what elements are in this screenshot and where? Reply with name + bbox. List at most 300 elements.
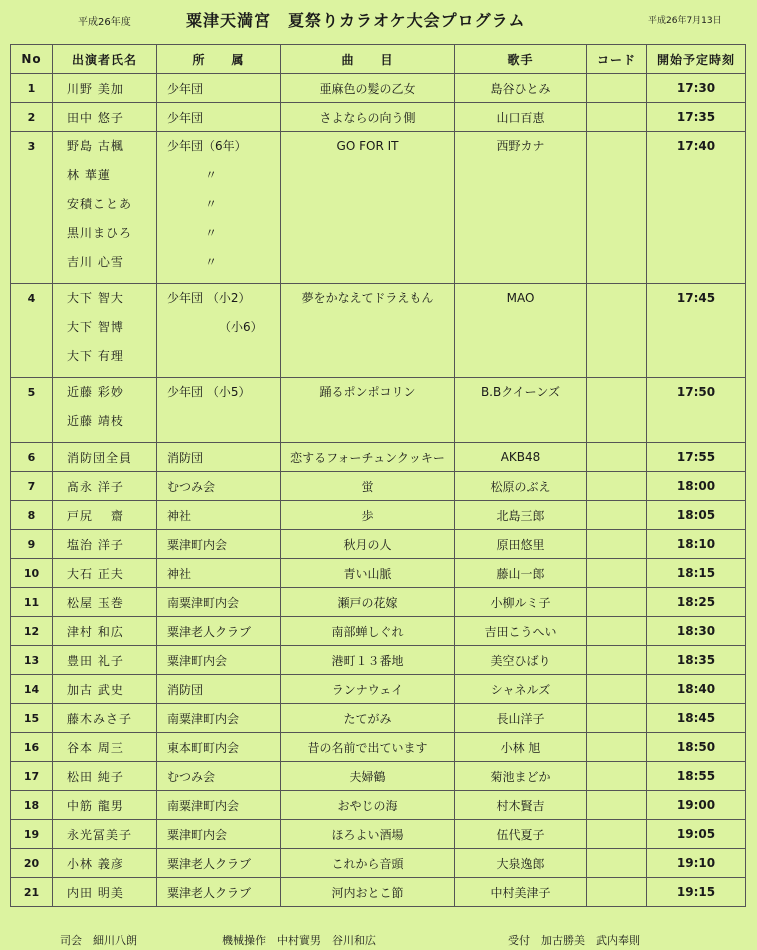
row-number: 13 bbox=[23, 653, 40, 667]
original-singer: 島谷ひとみ bbox=[490, 81, 551, 96]
cell-song bbox=[281, 501, 455, 530]
original-singer: シャネルズ bbox=[490, 682, 551, 697]
cell-start-time bbox=[647, 646, 746, 675]
song-title: 夢をかなえてドラえもん bbox=[301, 291, 434, 305]
cell-code bbox=[587, 820, 647, 849]
performer-name: 野島 古楓 bbox=[67, 139, 124, 153]
cell-song bbox=[281, 849, 455, 878]
song-title: さよならの向う側 bbox=[319, 110, 416, 125]
cell-code bbox=[587, 646, 647, 675]
cell-start-time bbox=[647, 791, 746, 820]
start-time: 18:45 bbox=[676, 711, 716, 725]
cell-performer-name bbox=[53, 849, 157, 878]
original-singer: 藤山一郎 bbox=[496, 566, 545, 581]
cell-singer bbox=[455, 820, 587, 849]
cell-start-time bbox=[647, 103, 746, 132]
song-code bbox=[587, 384, 646, 413]
cell-affiliation bbox=[157, 820, 281, 849]
cell-performer-name bbox=[53, 675, 157, 704]
start-time: 18:55 bbox=[676, 769, 716, 783]
row-number: 5 bbox=[27, 386, 36, 399]
cell-start-time bbox=[647, 284, 746, 378]
cell-no bbox=[11, 443, 53, 472]
affiliation-text: 粟津町内会 bbox=[167, 827, 228, 842]
cell-performer-name bbox=[53, 704, 157, 733]
page-header bbox=[0, 0, 757, 40]
performer-name: 大石 正夫 bbox=[67, 566, 124, 581]
affiliation-text: 〃 bbox=[205, 255, 218, 269]
cell-no bbox=[11, 878, 53, 907]
cell-code bbox=[587, 733, 647, 762]
row-number: 10 bbox=[23, 566, 40, 580]
cell-no bbox=[11, 559, 53, 588]
start-time: 18:05 bbox=[676, 508, 716, 522]
cell-performer-name bbox=[53, 588, 157, 617]
cell-affiliation bbox=[157, 733, 281, 762]
song-title: 歩 bbox=[361, 508, 374, 523]
performer-name: 林 華蓮 bbox=[67, 168, 111, 182]
cell-performer-name bbox=[53, 472, 157, 501]
cell-no bbox=[11, 791, 53, 820]
cell-singer bbox=[455, 443, 587, 472]
table-row bbox=[11, 132, 746, 284]
row-number: 12 bbox=[23, 624, 40, 638]
affiliation-text: 粟津町内会 bbox=[167, 653, 228, 668]
cell-singer bbox=[455, 791, 587, 820]
cell-song bbox=[281, 820, 455, 849]
original-singer: 美空ひばり bbox=[490, 653, 551, 668]
cell-song bbox=[281, 588, 455, 617]
cell-no bbox=[11, 617, 53, 646]
cell-no bbox=[11, 704, 53, 733]
column-header-start-time: 開始予定時刻 bbox=[647, 45, 746, 74]
cell-start-time bbox=[647, 472, 746, 501]
cell-affiliation bbox=[157, 530, 281, 559]
song-title: 蛍 bbox=[361, 479, 374, 494]
cell-no bbox=[11, 762, 53, 791]
start-time: 19:15 bbox=[676, 885, 716, 899]
row-number: 19 bbox=[23, 827, 40, 841]
start-time: 17:55 bbox=[676, 450, 716, 464]
start-time: 19:00 bbox=[676, 798, 716, 812]
cell-performer-name bbox=[53, 530, 157, 559]
table-row bbox=[11, 617, 746, 646]
cell-start-time bbox=[647, 559, 746, 588]
cell-code bbox=[587, 74, 647, 103]
affiliation-text: むつみ会 bbox=[167, 769, 216, 784]
cell-no bbox=[11, 74, 53, 103]
cell-no bbox=[11, 284, 53, 378]
cell-singer bbox=[455, 733, 587, 762]
cell-no bbox=[11, 675, 53, 704]
table-row bbox=[11, 646, 746, 675]
table-row bbox=[11, 704, 746, 733]
cell-affiliation bbox=[157, 284, 281, 378]
cell-no bbox=[11, 530, 53, 559]
cell-singer bbox=[455, 284, 587, 378]
cell-start-time bbox=[647, 733, 746, 762]
cell-affiliation bbox=[157, 378, 281, 443]
cell-affiliation bbox=[157, 132, 281, 284]
page-title: 粟津天満宮 夏祭りカラオケ大会プログラム bbox=[186, 11, 526, 30]
song-title: ほろよい酒場 bbox=[331, 827, 404, 842]
performer-name: 戸尻 齋 bbox=[67, 508, 124, 523]
cell-code bbox=[587, 559, 647, 588]
song-title: 南部蝉しぐれ bbox=[331, 624, 404, 639]
cell-performer-name bbox=[53, 733, 157, 762]
row-number: 14 bbox=[23, 682, 40, 696]
cell-affiliation bbox=[157, 501, 281, 530]
cell-affiliation bbox=[157, 74, 281, 103]
original-singer: 小林 旭 bbox=[500, 740, 541, 755]
cell-singer bbox=[455, 646, 587, 675]
song-title: 夫婦鶴 bbox=[349, 769, 386, 784]
song-title: 亜麻色の髪の乙女 bbox=[319, 81, 416, 96]
cell-no bbox=[11, 849, 53, 878]
row-number: 9 bbox=[27, 537, 36, 551]
start-time: 17:50 bbox=[676, 385, 716, 399]
row-number: 2 bbox=[27, 110, 36, 124]
cell-code bbox=[587, 378, 647, 443]
start-time: 18:30 bbox=[676, 624, 716, 638]
original-singer: 北島三郎 bbox=[496, 508, 545, 523]
cell-start-time bbox=[647, 443, 746, 472]
affiliation-text: 東本町町内会 bbox=[167, 740, 240, 755]
performer-name: 内田 明美 bbox=[67, 885, 124, 900]
cell-affiliation bbox=[157, 103, 281, 132]
column-header-name: 出演者氏名 bbox=[53, 45, 157, 74]
original-singer: 長山洋子 bbox=[496, 711, 545, 726]
column-header-affiliation: 所 属 bbox=[157, 45, 281, 74]
cell-affiliation bbox=[157, 646, 281, 675]
program-table bbox=[10, 44, 746, 907]
page-footer bbox=[0, 928, 757, 950]
row-number: 16 bbox=[23, 740, 40, 754]
table-header-row bbox=[11, 45, 746, 74]
cell-singer bbox=[455, 559, 587, 588]
song-title: 河内おとこ節 bbox=[331, 885, 404, 900]
cell-song bbox=[281, 284, 455, 378]
performer-name: 永光冨美子 bbox=[67, 827, 133, 842]
cell-no bbox=[11, 733, 53, 762]
affiliation-text: 〃 bbox=[205, 226, 218, 240]
affiliation-text: 粟津老人クラブ bbox=[167, 624, 252, 639]
column-header-code: コード bbox=[587, 45, 647, 74]
performer-name: 加古 武史 bbox=[67, 682, 124, 697]
cell-code bbox=[587, 443, 647, 472]
cell-song bbox=[281, 704, 455, 733]
cell-singer bbox=[455, 762, 587, 791]
cell-affiliation bbox=[157, 878, 281, 907]
affiliation-text: 消防団 bbox=[167, 450, 204, 465]
start-time: 18:35 bbox=[676, 653, 716, 667]
original-singer: 吉田こうへい bbox=[484, 624, 557, 639]
song-title: 瀬戸の花嫁 bbox=[337, 595, 398, 610]
table-row bbox=[11, 501, 746, 530]
table-row bbox=[11, 733, 746, 762]
cell-code bbox=[587, 704, 647, 733]
cell-performer-name bbox=[53, 646, 157, 675]
affiliation-text: むつみ会 bbox=[167, 479, 216, 494]
table-row bbox=[11, 791, 746, 820]
cell-singer bbox=[455, 588, 587, 617]
cell-singer bbox=[455, 378, 587, 443]
cell-no bbox=[11, 820, 53, 849]
performer-name: 吉川 心雪 bbox=[67, 255, 124, 269]
cell-no bbox=[11, 646, 53, 675]
performer-name: 黒川まひろ bbox=[67, 226, 133, 240]
start-time: 17:30 bbox=[676, 81, 716, 95]
original-singer: 伍代夏子 bbox=[496, 827, 545, 842]
start-time: 18:50 bbox=[676, 740, 716, 754]
cell-affiliation bbox=[157, 559, 281, 588]
cell-start-time bbox=[647, 820, 746, 849]
start-time: 18:40 bbox=[676, 682, 716, 696]
performer-name: 谷本 周三 bbox=[67, 740, 124, 755]
affiliation-text: 神社 bbox=[167, 508, 192, 523]
affiliation-text: 少年団 （小2） bbox=[167, 291, 251, 305]
affiliation-text: 南粟津町内会 bbox=[167, 595, 240, 610]
original-singer: 松原のぶえ bbox=[490, 479, 551, 494]
cell-performer-name bbox=[53, 617, 157, 646]
cell-singer bbox=[455, 501, 587, 530]
footer-reception: 受付 加古勝美 武内奉則 bbox=[508, 934, 640, 947]
cell-start-time bbox=[647, 675, 746, 704]
row-number: 8 bbox=[27, 508, 36, 522]
cell-code bbox=[587, 762, 647, 791]
row-number: 3 bbox=[27, 140, 36, 153]
cell-affiliation bbox=[157, 617, 281, 646]
affiliation-text: 神社 bbox=[167, 566, 192, 581]
original-singer: 山口百恵 bbox=[496, 110, 545, 125]
affiliation-text: 〃 bbox=[205, 197, 218, 211]
song-title: おやじの海 bbox=[337, 798, 398, 813]
column-header-song: 曲 目 bbox=[281, 45, 455, 74]
start-time: 19:05 bbox=[676, 827, 716, 841]
performer-name: 松田 純子 bbox=[67, 769, 124, 784]
performer-name: 川野 美加 bbox=[67, 81, 124, 96]
cell-code bbox=[587, 530, 647, 559]
cell-song bbox=[281, 132, 455, 284]
song-code bbox=[587, 138, 646, 167]
cell-no bbox=[11, 472, 53, 501]
cell-affiliation bbox=[157, 791, 281, 820]
affiliation-text: 粟津町内会 bbox=[167, 537, 228, 552]
performer-name: 小林 義彦 bbox=[67, 856, 124, 871]
cell-start-time bbox=[647, 530, 746, 559]
table-row bbox=[11, 762, 746, 791]
cell-start-time bbox=[647, 878, 746, 907]
row-number: 1 bbox=[27, 81, 36, 95]
song-title: 青い山脈 bbox=[343, 566, 392, 581]
affiliation-text: 粟津老人クラブ bbox=[167, 885, 252, 900]
performer-name: 中筋 龍男 bbox=[67, 798, 124, 813]
cell-start-time bbox=[647, 74, 746, 103]
column-header-singer: 歌手 bbox=[455, 45, 587, 74]
footer-mc: 司会 細川八朗 bbox=[60, 934, 137, 947]
cell-song bbox=[281, 559, 455, 588]
song-title: 恋するフォーチュンクッキー bbox=[290, 450, 445, 465]
table-row bbox=[11, 103, 746, 132]
cell-singer bbox=[455, 530, 587, 559]
cell-performer-name bbox=[53, 878, 157, 907]
cell-song bbox=[281, 443, 455, 472]
cell-no bbox=[11, 132, 53, 284]
start-time: 18:10 bbox=[676, 537, 716, 551]
song-title: 踊るポンポコリン bbox=[319, 385, 416, 399]
cell-song bbox=[281, 878, 455, 907]
performer-name: 大下 智大 bbox=[67, 291, 124, 305]
table-row bbox=[11, 378, 746, 443]
cell-performer-name bbox=[53, 103, 157, 132]
start-time: 17:35 bbox=[676, 110, 716, 124]
cell-performer-name bbox=[53, 791, 157, 820]
performer-name: 田中 悠子 bbox=[67, 110, 124, 125]
cell-code bbox=[587, 132, 647, 284]
performer-name: 大下 有理 bbox=[67, 349, 124, 363]
footer-operator: 機械操作 中村實男 谷川和広 bbox=[222, 934, 376, 947]
start-time: 19:10 bbox=[676, 856, 716, 870]
performer-name: 髙永 洋子 bbox=[67, 479, 124, 494]
performer-name: 近藤 靖枝 bbox=[67, 414, 124, 428]
row-number: 4 bbox=[27, 292, 36, 305]
row-number: 6 bbox=[27, 450, 36, 464]
affiliation-text: 少年団（6年） bbox=[167, 139, 247, 153]
start-time: 18:15 bbox=[676, 566, 716, 580]
original-singer: 菊池まどか bbox=[490, 769, 551, 784]
cell-singer bbox=[455, 74, 587, 103]
cell-song bbox=[281, 733, 455, 762]
affiliation-text: 南粟津町内会 bbox=[167, 711, 240, 726]
cell-affiliation bbox=[157, 675, 281, 704]
table-row bbox=[11, 530, 746, 559]
cell-singer bbox=[455, 103, 587, 132]
affiliation-text: 南粟津町内会 bbox=[167, 798, 240, 813]
table-row bbox=[11, 284, 746, 378]
performer-name: 消防団全員 bbox=[67, 450, 133, 465]
affiliation-text: 粟津老人クラブ bbox=[167, 856, 252, 871]
song-title: ランナウェイ bbox=[331, 682, 404, 697]
original-singer: B.Bクイーンズ bbox=[480, 385, 561, 399]
performer-name: 豊田 礼子 bbox=[67, 653, 124, 668]
song-title: 昔の名前で出ています bbox=[307, 740, 428, 755]
cell-performer-name bbox=[53, 378, 157, 443]
row-number: 7 bbox=[27, 479, 36, 493]
song-title: 秋月の人 bbox=[343, 537, 392, 552]
cell-performer-name bbox=[53, 559, 157, 588]
original-singer: AKB48 bbox=[500, 450, 541, 464]
cell-song bbox=[281, 74, 455, 103]
table-row bbox=[11, 588, 746, 617]
start-time: 17:45 bbox=[676, 291, 716, 305]
affiliation-text: 少年団 bbox=[167, 81, 204, 96]
cell-start-time bbox=[647, 762, 746, 791]
cell-no bbox=[11, 378, 53, 443]
original-singer: 大泉逸郎 bbox=[496, 856, 545, 871]
start-time: 18:25 bbox=[676, 595, 716, 609]
header-date: 平成26年7月13日 bbox=[648, 16, 722, 26]
cell-code bbox=[587, 849, 647, 878]
cell-singer bbox=[455, 675, 587, 704]
table-row bbox=[11, 559, 746, 588]
affiliation-text: 少年団 （小5） bbox=[167, 385, 251, 399]
original-singer: MAO bbox=[506, 291, 535, 305]
cell-song bbox=[281, 617, 455, 646]
cell-performer-name bbox=[53, 74, 157, 103]
cell-affiliation bbox=[157, 443, 281, 472]
cell-performer-name bbox=[53, 284, 157, 378]
song-title: たてがみ bbox=[343, 711, 392, 726]
cell-song bbox=[281, 472, 455, 501]
performer-name: 塩治 洋子 bbox=[67, 537, 124, 552]
affiliation-text: 消防団 bbox=[167, 682, 204, 697]
performer-name: 近藤 彩妙 bbox=[67, 385, 124, 399]
start-time: 17:40 bbox=[676, 139, 716, 153]
original-singer: 小柳ルミ子 bbox=[490, 595, 551, 610]
original-singer: 西野カナ bbox=[496, 139, 545, 153]
table-row bbox=[11, 849, 746, 878]
row-number: 11 bbox=[23, 595, 40, 609]
performer-name: 津村 和広 bbox=[67, 624, 124, 639]
row-number: 20 bbox=[23, 856, 40, 870]
row-number: 17 bbox=[23, 769, 40, 783]
original-singer: 中村美津子 bbox=[490, 885, 551, 900]
cell-song bbox=[281, 530, 455, 559]
cell-singer bbox=[455, 849, 587, 878]
cell-singer bbox=[455, 878, 587, 907]
affiliation-text: 少年団 bbox=[167, 110, 204, 125]
cell-code bbox=[587, 878, 647, 907]
cell-code bbox=[587, 791, 647, 820]
cell-performer-name bbox=[53, 820, 157, 849]
cell-code bbox=[587, 284, 647, 378]
row-number: 15 bbox=[23, 711, 40, 725]
cell-song bbox=[281, 103, 455, 132]
song-title: GO FOR IT bbox=[336, 139, 399, 153]
cell-affiliation bbox=[157, 588, 281, 617]
table-row bbox=[11, 74, 746, 103]
cell-performer-name bbox=[53, 443, 157, 472]
table-row bbox=[11, 675, 746, 704]
performer-name: 藤木みさ子 bbox=[67, 711, 133, 726]
cell-song bbox=[281, 762, 455, 791]
cell-start-time bbox=[647, 617, 746, 646]
cell-start-time bbox=[647, 378, 746, 443]
cell-start-time bbox=[647, 501, 746, 530]
performer-name: 松屋 玉巻 bbox=[67, 595, 124, 610]
cell-performer-name bbox=[53, 762, 157, 791]
cell-performer-name bbox=[53, 501, 157, 530]
cell-performer-name bbox=[53, 132, 157, 284]
cell-code bbox=[587, 472, 647, 501]
cell-song bbox=[281, 791, 455, 820]
cell-code bbox=[587, 617, 647, 646]
header-era: 平成26年度 bbox=[78, 17, 131, 28]
cell-start-time bbox=[647, 588, 746, 617]
row-number: 21 bbox=[23, 885, 40, 899]
cell-no bbox=[11, 103, 53, 132]
cell-code bbox=[587, 675, 647, 704]
cell-song bbox=[281, 675, 455, 704]
table-row bbox=[11, 443, 746, 472]
table-row bbox=[11, 472, 746, 501]
song-title: 港町１３番地 bbox=[331, 653, 404, 668]
cell-affiliation bbox=[157, 472, 281, 501]
cell-start-time bbox=[647, 704, 746, 733]
cell-code bbox=[587, 501, 647, 530]
cell-affiliation bbox=[157, 704, 281, 733]
original-singer: 村木賢吉 bbox=[496, 798, 545, 813]
